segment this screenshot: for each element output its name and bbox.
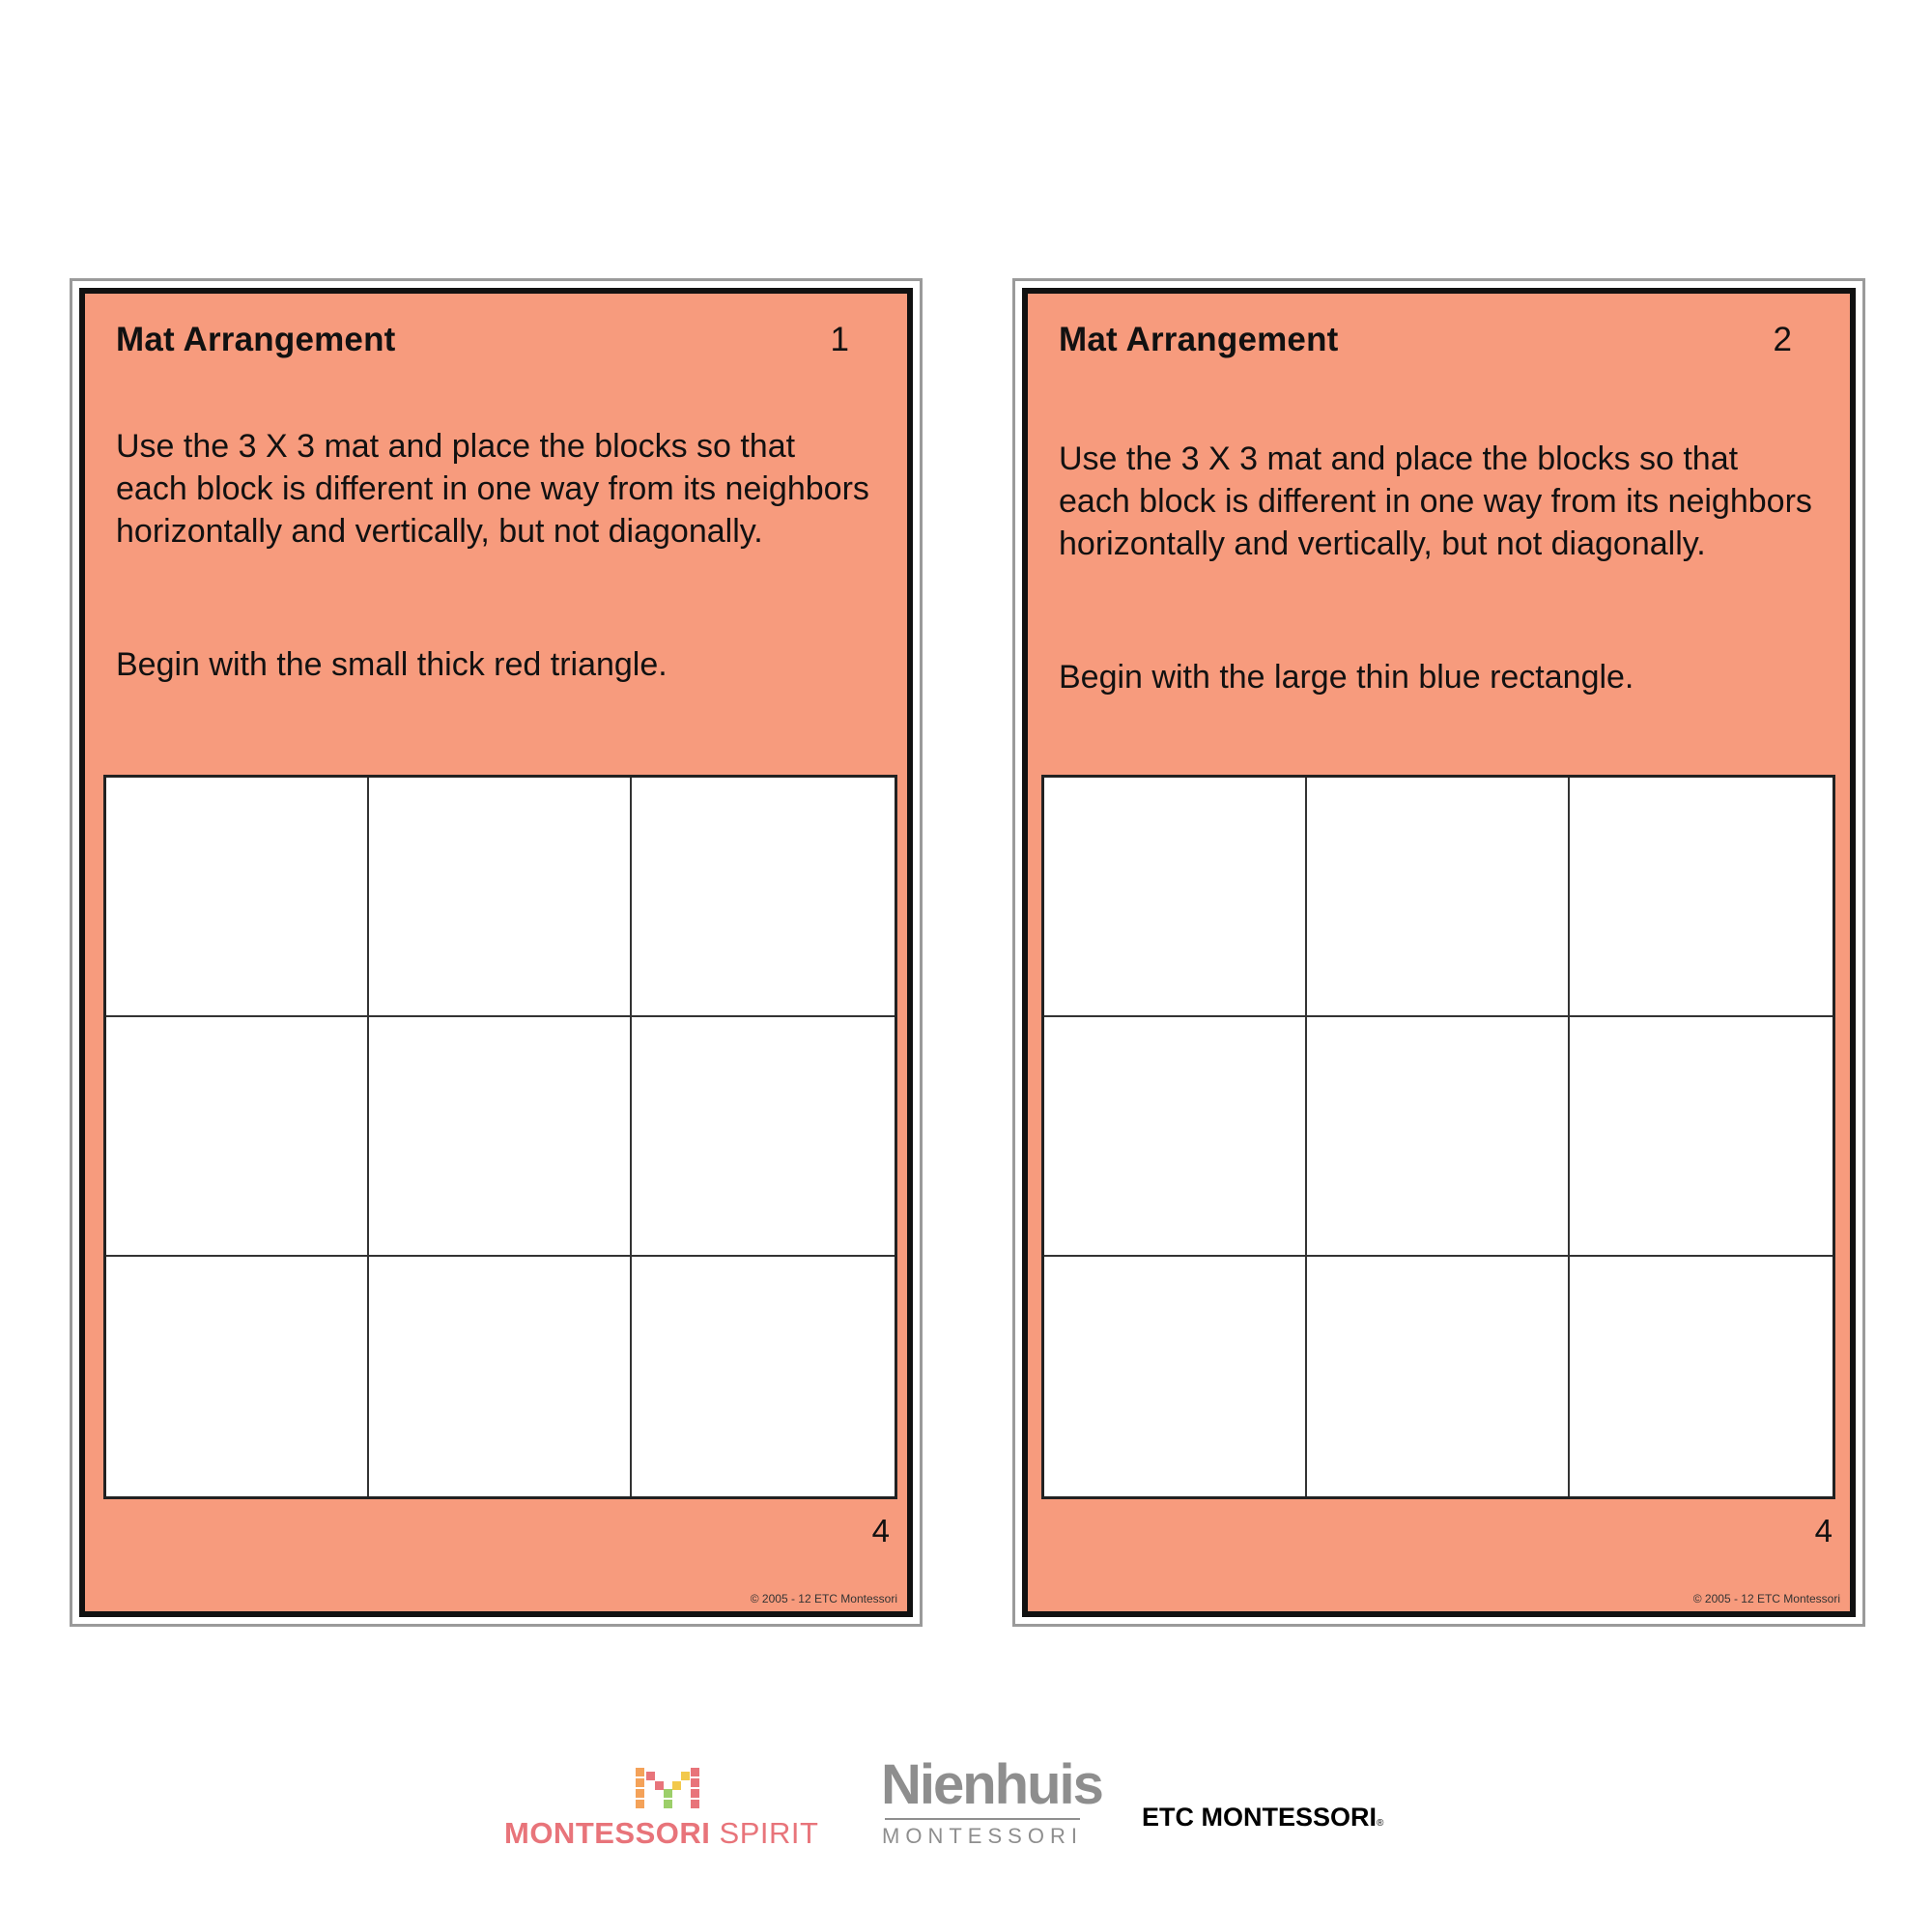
card-copyright: © 2005 - 12 ETC Montessori — [1692, 1592, 1840, 1605]
mat-cell — [1570, 778, 1833, 1017]
mat-cell — [1570, 1017, 1833, 1257]
mat-cell — [632, 1017, 895, 1257]
card-starting-block: Begin with the large thin blue rectangle. — [1059, 659, 1634, 696]
task-card-2 — [1012, 278, 1865, 1627]
card-title: Mat Arrangement — [1059, 321, 1339, 358]
card-level: 4 — [1814, 1513, 1833, 1548]
mat-cell — [1307, 1017, 1570, 1257]
mat-cell — [369, 778, 632, 1017]
task-card-1 — [70, 278, 923, 1627]
card-copyright: © 2005 - 12 ETC Montessori — [750, 1592, 897, 1605]
task-card-face — [1022, 288, 1856, 1617]
card-number: 2 — [1773, 321, 1792, 358]
spirit-logo-word-light: SPIRIT — [719, 1816, 819, 1850]
mat-cell — [632, 778, 895, 1017]
mat-cell — [106, 1257, 369, 1496]
registered-mark: ® — [1377, 1818, 1384, 1829]
spirit-logo-word-bold: MONTESSORI — [504, 1816, 711, 1850]
mat-cell — [369, 1017, 632, 1257]
brand-logos — [0, 1753, 1932, 1874]
card-level: 4 — [871, 1513, 890, 1548]
nienhuis-logo-rule — [885, 1818, 1080, 1820]
nienhuis-logo-subtitle: MONTESSORI — [882, 1824, 1083, 1848]
etc-montessori-logo — [1142, 1803, 1383, 1833]
mat-cell — [1044, 778, 1307, 1017]
mat-cell — [1307, 1257, 1570, 1496]
nienhuis-montessori-logo — [881, 1753, 1102, 1855]
mat-cell — [1307, 778, 1570, 1017]
card-instruction: Use the 3 X 3 mat and place the blocks so that each block is different in one way from its neighbors horizontally and vertically, but not diagonally. — [1059, 440, 1812, 562]
task-card-face — [79, 288, 913, 1617]
mat-cell — [369, 1257, 632, 1496]
etc-logo-text: ETC MONTESSORI — [1142, 1803, 1378, 1832]
mat-cell — [1570, 1257, 1833, 1496]
montessori-spirit-mark-icon — [636, 1768, 699, 1810]
nienhuis-logo-name: Nienhuis — [881, 1753, 1102, 1816]
card-instruction: Use the 3 X 3 mat and place the blocks so that each block is different in one way from its neighbors horizontally and vertically, but not diagonally. — [116, 428, 869, 550]
mat-cell — [1044, 1257, 1307, 1496]
montessori-spirit-logo — [500, 1758, 835, 1855]
three-by-three-mat — [103, 775, 897, 1499]
mat-cell — [632, 1257, 895, 1496]
mat-cell — [106, 778, 369, 1017]
card-title: Mat Arrangement — [116, 321, 396, 358]
mat-cell — [106, 1017, 369, 1257]
mat-cell — [1044, 1017, 1307, 1257]
card-number: 1 — [830, 321, 849, 358]
card-starting-block: Begin with the small thick red triangle. — [116, 646, 668, 683]
three-by-three-mat — [1041, 775, 1835, 1499]
